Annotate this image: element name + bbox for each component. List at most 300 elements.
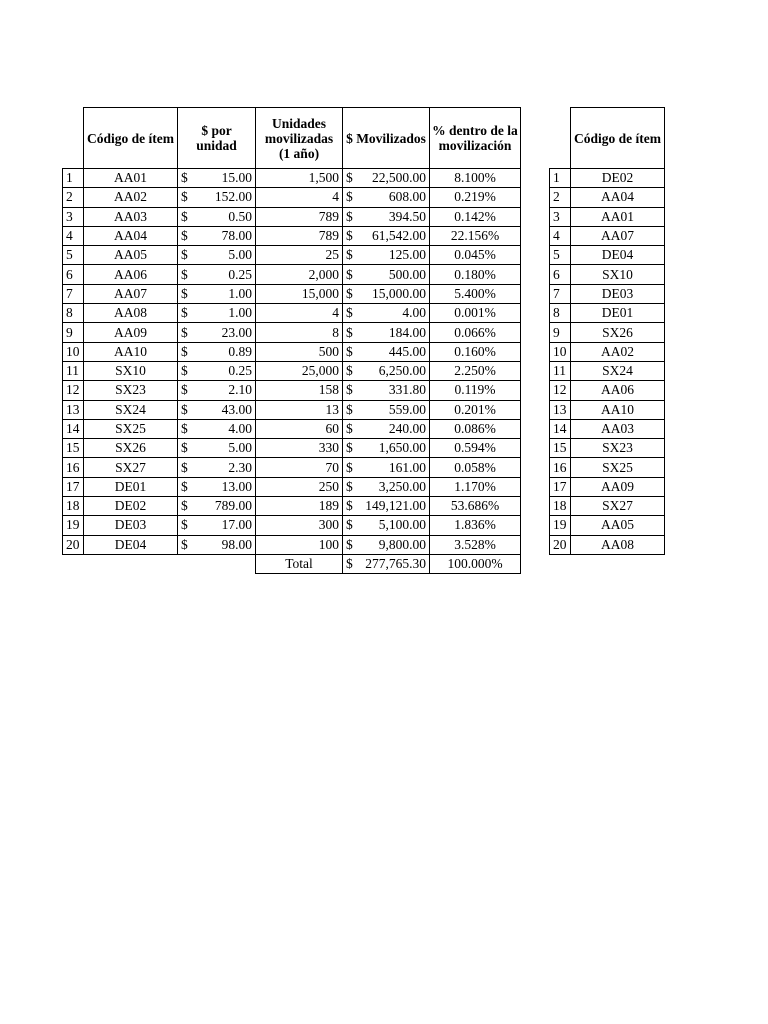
row-index: 2 xyxy=(63,188,84,207)
percent-share: 3.528% xyxy=(430,535,521,554)
units-mobilized: 1,500 xyxy=(256,169,343,188)
unit-price-value: 2.30 xyxy=(228,459,252,475)
ranking-table xyxy=(549,107,665,555)
currency-symbol: $ xyxy=(346,517,353,533)
ranking-index: 10 xyxy=(550,342,571,361)
currency-symbol: $ xyxy=(346,266,353,282)
amount-mobilized-value: 184.00 xyxy=(388,324,426,340)
header-mobilized: $ Movilizados xyxy=(343,108,430,169)
units-mobilized: 15,000 xyxy=(256,284,343,303)
ranking-code: AA07 xyxy=(571,226,665,245)
header-percent: % dentro de la movilización xyxy=(430,108,521,169)
currency-symbol: $ xyxy=(181,517,188,533)
ranking-row xyxy=(550,419,665,438)
table-row xyxy=(63,169,521,188)
units-mobilized: 250 xyxy=(256,477,343,496)
units-mobilized: 330 xyxy=(256,439,343,458)
percent-share: 0.066% xyxy=(430,323,521,342)
table-row xyxy=(63,439,521,458)
units-mobilized: 789 xyxy=(256,207,343,226)
table-row xyxy=(63,361,521,380)
percent-share: 5.400% xyxy=(430,284,521,303)
item-code: DE02 xyxy=(84,497,178,516)
amount-mobilized xyxy=(343,400,430,419)
amount-mobilized xyxy=(343,361,430,380)
ranking-row xyxy=(550,439,665,458)
unit-price-value: 78.00 xyxy=(221,228,252,244)
item-code: DE04 xyxy=(84,535,178,554)
units-mobilized: 25,000 xyxy=(256,361,343,380)
row-index: 5 xyxy=(63,246,84,265)
percent-share: 53.686% xyxy=(430,497,521,516)
currency-symbol: $ xyxy=(181,421,188,436)
ranking-code: SX26 xyxy=(571,323,665,342)
units-mobilized: 500 xyxy=(256,342,343,361)
unit-price xyxy=(178,419,256,438)
header-row xyxy=(63,108,521,169)
items-table xyxy=(62,107,521,574)
table-row xyxy=(63,497,521,516)
ranking-row xyxy=(550,400,665,419)
total-mobilized xyxy=(343,554,430,573)
ranking-code: AA05 xyxy=(571,516,665,535)
ranking-index: 11 xyxy=(550,361,571,380)
unit-price-value: 0.89 xyxy=(228,343,252,359)
percent-share: 0.201% xyxy=(430,400,521,419)
table-row xyxy=(63,265,521,284)
item-code: AA10 xyxy=(84,342,178,361)
currency-symbol: $ xyxy=(181,343,188,359)
header-price: $ por unidad xyxy=(178,108,256,169)
amount-mobilized-value: 61,542.00 xyxy=(372,228,426,244)
unit-price xyxy=(178,477,256,496)
item-code: SX10 xyxy=(84,361,178,380)
currency-symbol: $ xyxy=(181,401,188,417)
amount-mobilized xyxy=(343,226,430,245)
amount-mobilized-value: 1,650.00 xyxy=(378,440,426,456)
amount-mobilized xyxy=(343,477,430,496)
amount-mobilized-value: 161.00 xyxy=(388,459,426,475)
percent-share: 0.142% xyxy=(430,207,521,226)
item-code: AA06 xyxy=(84,265,178,284)
percent-share: 0.045% xyxy=(430,246,521,265)
table-row xyxy=(63,304,521,323)
ranking-code: AA09 xyxy=(571,477,665,496)
units-mobilized: 70 xyxy=(256,458,343,477)
ranking-code: SX23 xyxy=(571,439,665,458)
row-index: 12 xyxy=(63,381,84,400)
row-index: 3 xyxy=(63,207,84,226)
ranking-code: SX27 xyxy=(571,497,665,516)
amount-mobilized-value: 15,000.00 xyxy=(372,285,426,301)
total-label: Total xyxy=(256,554,343,573)
ranking-code: AA03 xyxy=(571,419,665,438)
amount-mobilized xyxy=(343,342,430,361)
percent-share: 0.058% xyxy=(430,458,521,477)
ranking-index: 6 xyxy=(550,265,571,284)
units-mobilized: 4 xyxy=(256,188,343,207)
row-index: 18 xyxy=(63,497,84,516)
ranking-index: 8 xyxy=(550,304,571,323)
percent-share: 0.219% xyxy=(430,188,521,207)
units-mobilized: 4 xyxy=(256,304,343,323)
unit-price xyxy=(178,323,256,342)
percent-share: 0.086% xyxy=(430,419,521,438)
item-code: SX26 xyxy=(84,439,178,458)
unit-price xyxy=(178,439,256,458)
ranking-index: 15 xyxy=(550,439,571,458)
ranking-code: DE02 xyxy=(571,169,665,188)
table-row xyxy=(63,458,521,477)
amount-mobilized xyxy=(343,535,430,554)
unit-price-value: 15.00 xyxy=(221,170,252,186)
currency-symbol: $ xyxy=(181,247,188,263)
amount-mobilized xyxy=(343,323,430,342)
units-mobilized: 158 xyxy=(256,381,343,400)
unit-price xyxy=(178,207,256,226)
row-index: 13 xyxy=(63,400,84,419)
row-index: 16 xyxy=(63,458,84,477)
ranking-index: 4 xyxy=(550,226,571,245)
table-row xyxy=(63,342,521,361)
currency-symbol: $ xyxy=(181,189,188,205)
currency-symbol: $ xyxy=(181,498,188,514)
ranking-code: AA06 xyxy=(571,381,665,400)
table-row xyxy=(63,400,521,419)
table-row xyxy=(63,477,521,496)
row-index: 19 xyxy=(63,516,84,535)
amount-mobilized xyxy=(343,381,430,400)
unit-price-value: 43.00 xyxy=(221,401,252,417)
table-row xyxy=(63,419,521,438)
currency-symbol: $ xyxy=(346,285,353,301)
currency-symbol: $ xyxy=(181,440,188,456)
row-index: 10 xyxy=(63,342,84,361)
item-code: SX25 xyxy=(84,419,178,438)
row-index: 11 xyxy=(63,361,84,380)
total-row xyxy=(63,554,521,573)
total-percent: 100.000% xyxy=(430,554,521,573)
unit-price-value: 789.00 xyxy=(214,498,252,514)
row-index: 15 xyxy=(63,439,84,458)
item-code: DE03 xyxy=(84,516,178,535)
currency-symbol: $ xyxy=(346,324,353,340)
unit-price xyxy=(178,535,256,554)
ranking-index: 1 xyxy=(550,169,571,188)
amount-mobilized xyxy=(343,207,430,226)
ranking-row xyxy=(550,535,665,554)
percent-share: 1.836% xyxy=(430,516,521,535)
ranking-body xyxy=(550,169,665,555)
percent-share: 8.100% xyxy=(430,169,521,188)
item-code: AA05 xyxy=(84,246,178,265)
unit-price xyxy=(178,169,256,188)
index-header-blank xyxy=(63,108,84,169)
unit-price xyxy=(178,226,256,245)
currency-symbol: $ xyxy=(181,208,188,224)
table-row xyxy=(63,226,521,245)
amount-mobilized xyxy=(343,516,430,535)
amount-mobilized-value: 125.00 xyxy=(388,247,426,263)
unit-price xyxy=(178,188,256,207)
ranking-row xyxy=(550,497,665,516)
ranking-code: AA01 xyxy=(571,207,665,226)
ranking-row xyxy=(550,304,665,323)
amount-mobilized xyxy=(343,458,430,477)
ranking-code: DE04 xyxy=(571,246,665,265)
ranking-row xyxy=(550,169,665,188)
currency-symbol: $ xyxy=(346,498,353,514)
ranking-code: SX25 xyxy=(571,458,665,477)
item-code: AA09 xyxy=(84,323,178,342)
currency-symbol: $ xyxy=(346,305,353,321)
ranking-row xyxy=(550,188,665,207)
ranking-row xyxy=(550,477,665,496)
unit-price-value: 5.00 xyxy=(228,247,252,263)
amount-mobilized xyxy=(343,304,430,323)
percent-share: 1.170% xyxy=(430,477,521,496)
unit-price xyxy=(178,361,256,380)
amount-mobilized xyxy=(343,497,430,516)
ranking-row xyxy=(550,323,665,342)
row-index: 14 xyxy=(63,419,84,438)
currency-symbol: $ xyxy=(181,536,188,552)
currency-symbol: $ xyxy=(181,228,188,244)
amount-mobilized-value: 500.00 xyxy=(388,266,426,282)
currency-symbol: $ xyxy=(181,478,188,494)
unit-price-value: 5.00 xyxy=(228,440,252,456)
ranking-row xyxy=(550,246,665,265)
row-index: 1 xyxy=(63,169,84,188)
row-index: 20 xyxy=(63,535,84,554)
ranking-index: 5 xyxy=(550,246,571,265)
item-code: AA08 xyxy=(84,304,178,323)
amount-mobilized xyxy=(343,419,430,438)
ranking-code: SX10 xyxy=(571,265,665,284)
table-row xyxy=(63,246,521,265)
amount-mobilized-value: 445.00 xyxy=(388,343,426,359)
unit-price-value: 17.00 xyxy=(221,517,252,533)
table-row xyxy=(63,535,521,554)
currency-symbol: $ xyxy=(346,170,353,186)
units-mobilized: 2,000 xyxy=(256,265,343,284)
unit-price xyxy=(178,246,256,265)
ranking-code: DE03 xyxy=(571,284,665,303)
header-units: Unidades movilizadas (1 año) xyxy=(256,108,343,169)
ranking-index: 12 xyxy=(550,381,571,400)
ranking-code: AA04 xyxy=(571,188,665,207)
currency-symbol: $ xyxy=(346,228,353,244)
amount-mobilized xyxy=(343,439,430,458)
unit-price-value: 4.00 xyxy=(228,421,252,436)
item-code: AA01 xyxy=(84,169,178,188)
amount-mobilized-value: 6,250.00 xyxy=(378,363,426,379)
table-row xyxy=(63,381,521,400)
item-code: SX27 xyxy=(84,458,178,477)
ranking-row xyxy=(550,265,665,284)
currency-symbol: $ xyxy=(181,363,188,379)
percent-share: 0.119% xyxy=(430,381,521,400)
amount-mobilized-value: 394.50 xyxy=(388,208,426,224)
unit-price xyxy=(178,458,256,477)
units-mobilized: 13 xyxy=(256,400,343,419)
currency-symbol: $ xyxy=(346,478,353,494)
unit-price-value: 0.50 xyxy=(228,208,252,224)
ranking-row xyxy=(550,516,665,535)
ranking-row xyxy=(550,458,665,477)
unit-price xyxy=(178,516,256,535)
currency-symbol: $ xyxy=(181,382,188,398)
currency-symbol: $ xyxy=(346,401,353,417)
amount-mobilized xyxy=(343,265,430,284)
row-index: 17 xyxy=(63,477,84,496)
amount-mobilized-value: 4.00 xyxy=(402,305,426,321)
item-code: AA02 xyxy=(84,188,178,207)
amount-mobilized xyxy=(343,169,430,188)
ranking-index: 20 xyxy=(550,535,571,554)
amount-mobilized-value: 9,800.00 xyxy=(378,536,426,552)
row-index: 7 xyxy=(63,284,84,303)
ranking-code: AA08 xyxy=(571,535,665,554)
items-body xyxy=(63,169,521,574)
currency-symbol: $ xyxy=(346,421,353,436)
ranking-index-header-blank xyxy=(550,108,571,169)
amount-mobilized-value: 331.80 xyxy=(388,382,426,398)
ranking-index: 18 xyxy=(550,497,571,516)
ranking-row xyxy=(550,284,665,303)
unit-price-value: 13.00 xyxy=(221,478,252,494)
currency-symbol: $ xyxy=(346,382,353,398)
units-mobilized: 100 xyxy=(256,535,343,554)
ranking-row xyxy=(550,226,665,245)
row-index: 4 xyxy=(63,226,84,245)
ranking-index: 16 xyxy=(550,458,571,477)
unit-price xyxy=(178,265,256,284)
currency-symbol: $ xyxy=(346,189,353,205)
currency-symbol: $ xyxy=(181,285,188,301)
ranking-row xyxy=(550,381,665,400)
table-row xyxy=(63,188,521,207)
table-row xyxy=(63,284,521,303)
table-row xyxy=(63,516,521,535)
currency-symbol: $ xyxy=(181,324,188,340)
percent-share: 2.250% xyxy=(430,361,521,380)
units-mobilized: 8 xyxy=(256,323,343,342)
amount-mobilized-value: 240.00 xyxy=(388,421,426,436)
unit-price xyxy=(178,497,256,516)
amount-mobilized-value: 5,100.00 xyxy=(378,517,426,533)
unit-price xyxy=(178,381,256,400)
amount-mobilized-value: 608.00 xyxy=(388,189,426,205)
unit-price xyxy=(178,304,256,323)
unit-price-value: 1.00 xyxy=(228,285,252,301)
ranking-index: 19 xyxy=(550,516,571,535)
ranking-code: SX24 xyxy=(571,361,665,380)
ranking-index: 13 xyxy=(550,400,571,419)
amount-mobilized-value: 149,121.00 xyxy=(365,498,426,514)
unit-price-value: 0.25 xyxy=(228,363,252,379)
currency-symbol: $ xyxy=(181,266,188,282)
unit-price-value: 98.00 xyxy=(221,536,252,552)
total-blank xyxy=(63,554,256,573)
item-code: SX23 xyxy=(84,381,178,400)
unit-price xyxy=(178,284,256,303)
currency-symbol: $ xyxy=(346,440,353,456)
currency-symbol: $ xyxy=(346,247,353,263)
percent-share: 0.180% xyxy=(430,265,521,284)
amount-mobilized-value: 3,250.00 xyxy=(378,478,426,494)
units-mobilized: 789 xyxy=(256,226,343,245)
row-index: 6 xyxy=(63,265,84,284)
unit-price-value: 2.10 xyxy=(228,382,252,398)
ranking-header-code: Código de ítem xyxy=(571,108,665,169)
unit-price-value: 0.25 xyxy=(228,266,252,282)
table-row xyxy=(63,323,521,342)
percent-share: 0.160% xyxy=(430,342,521,361)
ranking-index: 3 xyxy=(550,207,571,226)
ranking-code: AA10 xyxy=(571,400,665,419)
amount-mobilized xyxy=(343,284,430,303)
unit-price-value: 152.00 xyxy=(214,189,252,205)
currency-symbol: $ xyxy=(346,208,353,224)
amount-mobilized xyxy=(343,188,430,207)
ranking-header-row xyxy=(550,108,665,169)
item-code: AA03 xyxy=(84,207,178,226)
ranking-index: 2 xyxy=(550,188,571,207)
ranking-code: DE01 xyxy=(571,304,665,323)
percent-share: 0.594% xyxy=(430,439,521,458)
item-code: AA04 xyxy=(84,226,178,245)
currency-symbol: $ xyxy=(346,343,353,359)
unit-price-value: 1.00 xyxy=(228,305,252,321)
amount-mobilized-value: 559.00 xyxy=(388,401,426,417)
ranking-index: 17 xyxy=(550,477,571,496)
ranking-index: 9 xyxy=(550,323,571,342)
item-code: DE01 xyxy=(84,477,178,496)
row-index: 9 xyxy=(63,323,84,342)
unit-price xyxy=(178,400,256,419)
currency-symbol: $ xyxy=(181,305,188,321)
amount-mobilized-value: 22,500.00 xyxy=(372,170,426,186)
currency-symbol: $ xyxy=(346,556,353,572)
ranking-index: 7 xyxy=(550,284,571,303)
currency-symbol: $ xyxy=(181,459,188,475)
item-code: SX24 xyxy=(84,400,178,419)
units-mobilized: 189 xyxy=(256,497,343,516)
currency-symbol: $ xyxy=(346,459,353,475)
ranking-index: 14 xyxy=(550,419,571,438)
ranking-row xyxy=(550,342,665,361)
percent-share: 0.001% xyxy=(430,304,521,323)
ranking-row xyxy=(550,207,665,226)
header-code: Código de ítem xyxy=(84,108,178,169)
ranking-row xyxy=(550,361,665,380)
table-row xyxy=(63,207,521,226)
item-code: AA07 xyxy=(84,284,178,303)
currency-symbol: $ xyxy=(346,536,353,552)
percent-share: 22.156% xyxy=(430,226,521,245)
unit-price xyxy=(178,342,256,361)
unit-price-value: 23.00 xyxy=(221,324,252,340)
units-mobilized: 60 xyxy=(256,419,343,438)
row-index: 8 xyxy=(63,304,84,323)
currency-symbol: $ xyxy=(181,170,188,186)
currency-symbol: $ xyxy=(346,363,353,379)
total-mobilized-value: 277,765.30 xyxy=(365,556,426,572)
ranking-code: AA02 xyxy=(571,342,665,361)
units-mobilized: 300 xyxy=(256,516,343,535)
amount-mobilized xyxy=(343,246,430,265)
